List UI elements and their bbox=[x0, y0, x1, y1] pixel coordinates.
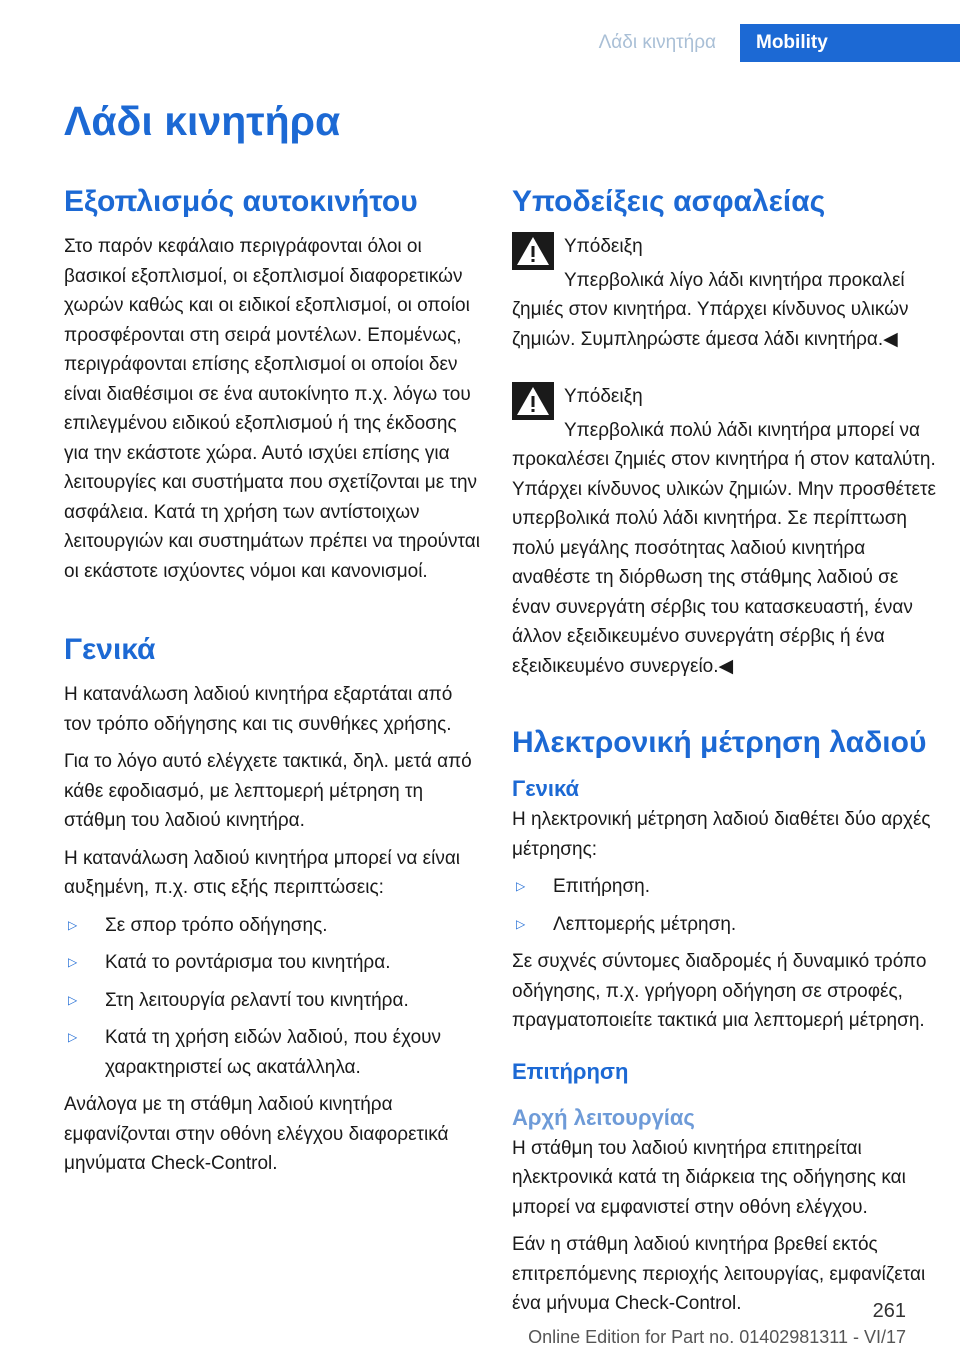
general-paragraph-3: Η κατανάλωση λαδιού κινητήρα μπορεί να είναι αυξημένη, π.χ. στις εξής περιπτώσεις: bbox=[64, 847, 461, 898]
electronic-paragraph-2: Σε συχνές σύντομες διαδρομές ή δυναμικό τρόπο οδήγησης, π.χ. γρήγορη οδήγηση σε στροφές, πραγματοποιείτε τακτικά μια λεπτομερή μέτρηση. bbox=[512, 951, 927, 1031]
list-item: ▷ Σε σπορ τρόπο οδήγησης. bbox=[64, 911, 484, 941]
electronic-general-heading: Γενικά bbox=[512, 776, 580, 801]
safety-heading: Υποδείξεις ασφαλείας bbox=[512, 185, 826, 218]
edition-note: Online Edition for Part no. 01402981311 - VI/17 bbox=[528, 1327, 906, 1347]
warning-text: Υπερβολικά πολύ λάδι κινητήρα μπορεί να προκαλέσει ζημιές στον κινητήρα ή στον καταλύτη. Υπάρχει κίνδυνος υλικών ζημιών. Μην προσθέτετε υπερβολικά πολύ λάδι κινητήρα. Σε περίπτωση πολύ μεγάλης ποσότητας λαδιού κινητήρα αναθέστε τη διόρθωση της στάθμης λαδιού σε έναν συνεργάτη σέρβις του κατασκευαστή, έναν άλλον εξειδικευμένο συνεργάτη σέρβις ή ένα εξειδικευμένο συνεργείο.◀ bbox=[512, 419, 936, 677]
principle-heading: Αρχή λειτουργίας bbox=[512, 1104, 695, 1130]
warning-title: Υπόδειξη bbox=[564, 236, 643, 257]
electronic-paragraph-1: Η ηλεκτρονική μέτρηση λαδιού διαθέτει δύο αρχές μέτρησης: bbox=[512, 809, 931, 860]
general-paragraph-2: Για το λόγο αυτό ελέγχετε τακτικά, δηλ. μετά από κάθε εφοδιασμό, με λεπτομερή μέτρηση τη στάθμη του λαδιού κινητήρα. bbox=[64, 751, 472, 831]
chapter-tab: Mobility bbox=[740, 24, 960, 62]
equipment-text: Στο παρόν κεφάλαιο περιγράφονται όλοι οι βασικοί εξοπλισμοί, οι εξοπλισμοί διαφορετικών χωρών καθώς και οι ειδικοί εξοπλισμοί, οι οποίοι προσφέρονται στη σειρά μοντέλων. Επομένως, περιγράφονται επίσης εξοπλισμοί οι οποίοι δεν είναι διαθέσιμοι σε ένα αυτοκίνητο π.χ. λόγω του επιλεγμένου ειδικού εξοπλισμού ή της έκδοσης για την εκάστοτε χώρα. Αυτό ισχύει επίσης για λειτουργίες και συστήματα που σχετίζονται με την ασφάλεια. Κατά τη χρήση των αντίστοιχων λειτουργιών και συστημάτων πρέπει να τηρούνται οι εκάστοτε ισχύοντες νόμοι και κανονισμοί. bbox=[64, 236, 480, 582]
electronic-paragraph-3: Η στάθμη του λαδιού κινητήρα επιτηρείται ηλεκτρονικά κατά τη διάρκεια της οδήγησης και μπορεί να εμφανιστεί στην οθόνη ελέγχου. bbox=[512, 1137, 906, 1218]
triangle-right-icon: ▷ bbox=[68, 917, 78, 932]
list-item: ▷ Λεπτομερής μέτρηση. bbox=[512, 910, 940, 940]
triangle-right-icon: ▷ bbox=[516, 879, 526, 893]
warning-note bbox=[512, 382, 940, 681]
equipment-heading: Εξοπλισμός αυτοκινήτου bbox=[64, 185, 418, 218]
right-column bbox=[512, 180, 940, 1327]
monitoring-heading: Επιτήρηση bbox=[512, 1058, 629, 1084]
page-title: Λάδι κινητήρα bbox=[64, 98, 341, 144]
page-number: 261 bbox=[872, 1300, 906, 1322]
measurement-list bbox=[512, 872, 940, 939]
triangle-right-icon: ▷ bbox=[68, 1030, 78, 1044]
section-tab: Λάδι κινητήρα bbox=[575, 24, 740, 62]
left-column bbox=[64, 180, 484, 1187]
electronic-paragraph-4: Εάν η στάθμη λαδιού κινητήρα βρεθεί εκτός επιτρεπόμενης περιοχής λειτουργίας, εμφανίζεται ένα μήνυμα Check-Control. bbox=[512, 1234, 926, 1314]
list-item: ▷ Στη λειτουργία ρελαντί του κινητήρα. bbox=[64, 986, 484, 1016]
page-footer bbox=[528, 1300, 906, 1348]
triangle-right-icon: ▷ bbox=[516, 916, 526, 931]
triangle-right-icon: ▷ bbox=[68, 955, 78, 969]
general-paragraph-1: Η κατανάλωση λαδιού κινητήρα εξαρτάται από τον τρόπο οδήγησης και τις συνθήκες χρήσης. bbox=[64, 684, 453, 735]
triangle-right-icon: ▷ bbox=[68, 992, 78, 1007]
warning-text: Υπερβολικά λίγο λάδι κινητήρα προκαλεί ζημιές στον κινητήρα. Υπάρχει κίνδυνος υλικών ζημιών. Συμπληρώστε άμεσα λάδι κινητήρα.◀ bbox=[512, 269, 909, 350]
warning-title: Υπόδειξη bbox=[564, 386, 643, 407]
electronic-heading: Ηλεκτρονική μέτρηση λαδιού bbox=[512, 726, 927, 759]
general-heading: Γενικά bbox=[64, 633, 156, 666]
consumption-list bbox=[64, 911, 484, 1083]
warning-triangle-icon bbox=[512, 232, 554, 270]
list-item: ▷ Κατά το ροντάρισμα του κινητήρα. bbox=[64, 948, 484, 978]
warning-triangle-icon bbox=[512, 382, 554, 420]
list-item: ▷ Κατά τη χρήση ειδών λαδιού, που έχουν χαρακτηριστεί ως ακατάλληλα. bbox=[64, 1023, 484, 1082]
list-item: ▷ Επιτήρηση. bbox=[512, 872, 940, 902]
warning-note bbox=[512, 232, 940, 354]
general-paragraph-4: Ανάλογα με τη στάθμη λαδιού κινητήρα εμφανίζονται στην οθόνη ελέγχου διαφορετικά μηνύματα Check-Control. bbox=[64, 1094, 449, 1174]
header-tabs bbox=[575, 24, 960, 62]
